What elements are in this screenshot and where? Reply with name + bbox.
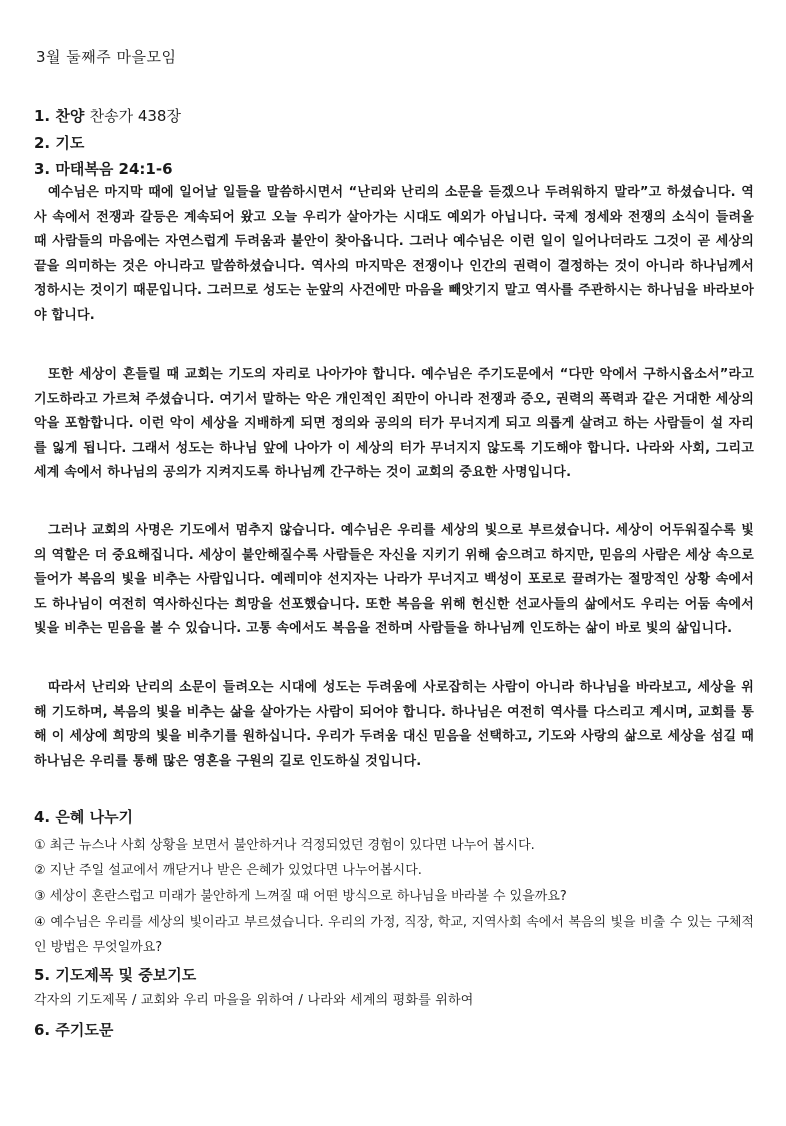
question-4: ④ 예수님은 우리를 세상의 빛이라고 부르셨습니다. 우리의 가정, 직장, 학교, 지역사회 속에서 복음의 빛을 비출 수 있는 구체적인 방법은 무엇일까요? bbox=[34, 915, 754, 955]
question-1: ① 최근 뉴스나 사회 상황을 보면서 불안하거나 걱정되었던 경험이 있다면 나누어 봅시다. bbox=[34, 838, 535, 853]
section-intercession bbox=[34, 964, 196, 985]
question-2: ② 지난 주일 설교에서 깨닫거나 받은 은혜가 있었다면 나누어봅시다. bbox=[34, 863, 422, 878]
section-praise bbox=[34, 105, 181, 126]
hymn-detail: 찬송가 438장 bbox=[89, 107, 181, 125]
section-label: 기도제목 및 중보기도 bbox=[55, 966, 197, 984]
sermon-paragraph-2: 또한 세상이 흔들릴 때 교회는 기도의 자리로 나아가야 합니다. 예수님은 주기도문에서 “다만 악에서 구하시옵소서”라고 기도하라고 가르쳐 주셨습니다. 여기서 말하는 악은 개인적인 죄만이 아니라 전쟁과 증오, 권력의 폭력과 같은 거대한 세상의 악을 포함합니다. 이런 악이 세상을 지배하게 되면 정의와 공의의 터가 무너지게 되고 의롭게 살려고 하는 사람들이 설 자리를 잃게 됩니다. 그래서 성도는 하나님 앞에 나아가 이 세상의 터가 무너지지 않도록 기도해야 합니다. 나라와 사회, 그리고 세계 속에서 하나님의 공의가 지켜지도록 하나님께 간구하는 것이 교회의 중요한 사명입니다. bbox=[34, 367, 754, 480]
section-scripture bbox=[34, 158, 173, 179]
sermon-paragraph-1: 예수님은 마지막 때에 일어날 일들을 말씀하시면서 “난리와 난리의 소문을 듣겠으나 두려워하지 말라”고 하셨습니다. 역사 속에서 전쟁과 갈등은 계속되어 왔고 오늘 우리가 살아가는 시대도 예외가 아닙니다. 국제 정세와 전쟁의 소식이 들려올 때 사람들의 마음에는 자연스럽게 두려움과 불안이 찾아옵니다. 그러나 예수님은 이런 일이 일어나더라도 그것이 곧 세상의 끝을 의미하는 것은 아니라고 말씀하셨습니다. 역사의 마지막은 전쟁이나 인간의 권력이 결정하는 것이 아니라 하나님께서 정하시는 것이기 때문입니다. 그러므로 성도는 눈앞의 사건에만 마음을 빼앗기지 말고 역사를 주관하시는 하나님을 바라보아야 합니다. bbox=[34, 185, 754, 323]
prayer-topics: 각자의 기도제목 / 교회와 우리 마을을 위하여 / 나라와 세계의 평화를 위하여 bbox=[34, 993, 474, 1008]
page-title: 3월 둘째주 마을모임 bbox=[36, 48, 177, 66]
section-label: 주기도문 bbox=[55, 1021, 114, 1039]
sermon-paragraph-3: 그러나 교회의 사명은 기도에서 멈추지 않습니다. 예수님은 우리를 세상의 빛으로 부르셨습니다. 세상이 어두워질수록 빛의 역할은 더 중요해집니다. 세상이 불안해질수록 사람들은 자신을 지키기 위해 숨으려고 하지만, 믿음의 사람은 세상 속으로 들어가 복음의 빛을 비추는 사람입니다. 예레미야 선지자는 나라가 무너지고 백성이 포로로 끌려가는 절망적인 상황 속에서도 하나님이 여전히 역사하신다는 희망을 선포했습니다. 또한 복음을 위해 헌신한 선교사들의 삶에서도 우리는 어둠 속에서 빛을 비추는 믿음을 볼 수 있습니다. 고통 속에서도 복음을 전하며 사람들을 하나님께 인도하는 삶이 바로 빛의 삶입니다. bbox=[34, 523, 754, 636]
section-number: 2. bbox=[34, 134, 51, 152]
section-number: 6. bbox=[34, 1021, 51, 1039]
section-label: 찬양 bbox=[55, 107, 85, 125]
sermon-paragraph-4: 따라서 난리와 난리의 소문이 들려오는 시대에 성도는 두려움에 사로잡히는 사람이 아니라 하나님을 바라보고, 세상을 위해 기도하며, 복음의 빛을 비추는 삶을 살아가는 사람이 되어야 합니다. 하나님은 여전히 역사를 다스리고 계시며, 교회를 통해 이 세상에 희망의 빛을 비추기를 원하십니다. 우리가 두려움 대신 믿음을 선택하고, 기도와 사랑의 삶으로 세상을 섬길 때 하나님은 우리를 통해 많은 영혼을 구원의 길로 인도하실 것입니다. bbox=[34, 680, 754, 769]
section-prayer bbox=[34, 132, 84, 153]
section-sharing bbox=[34, 806, 133, 827]
question-3: ③ 세상이 혼란스럽고 미래가 불안하게 느껴질 때 어떤 방식으로 하나님을 바라볼 수 있을까요? bbox=[34, 889, 567, 904]
section-number: 1. bbox=[34, 107, 51, 125]
section-number: 5. bbox=[34, 966, 51, 984]
section-label: 기도 bbox=[55, 134, 85, 152]
section-label: 은혜 나누기 bbox=[55, 808, 134, 826]
section-label: 마태복음 24:1-6 bbox=[55, 160, 173, 178]
section-lords-prayer bbox=[34, 1019, 113, 1040]
section-number: 4. bbox=[34, 808, 51, 826]
section-number: 3. bbox=[34, 160, 51, 178]
